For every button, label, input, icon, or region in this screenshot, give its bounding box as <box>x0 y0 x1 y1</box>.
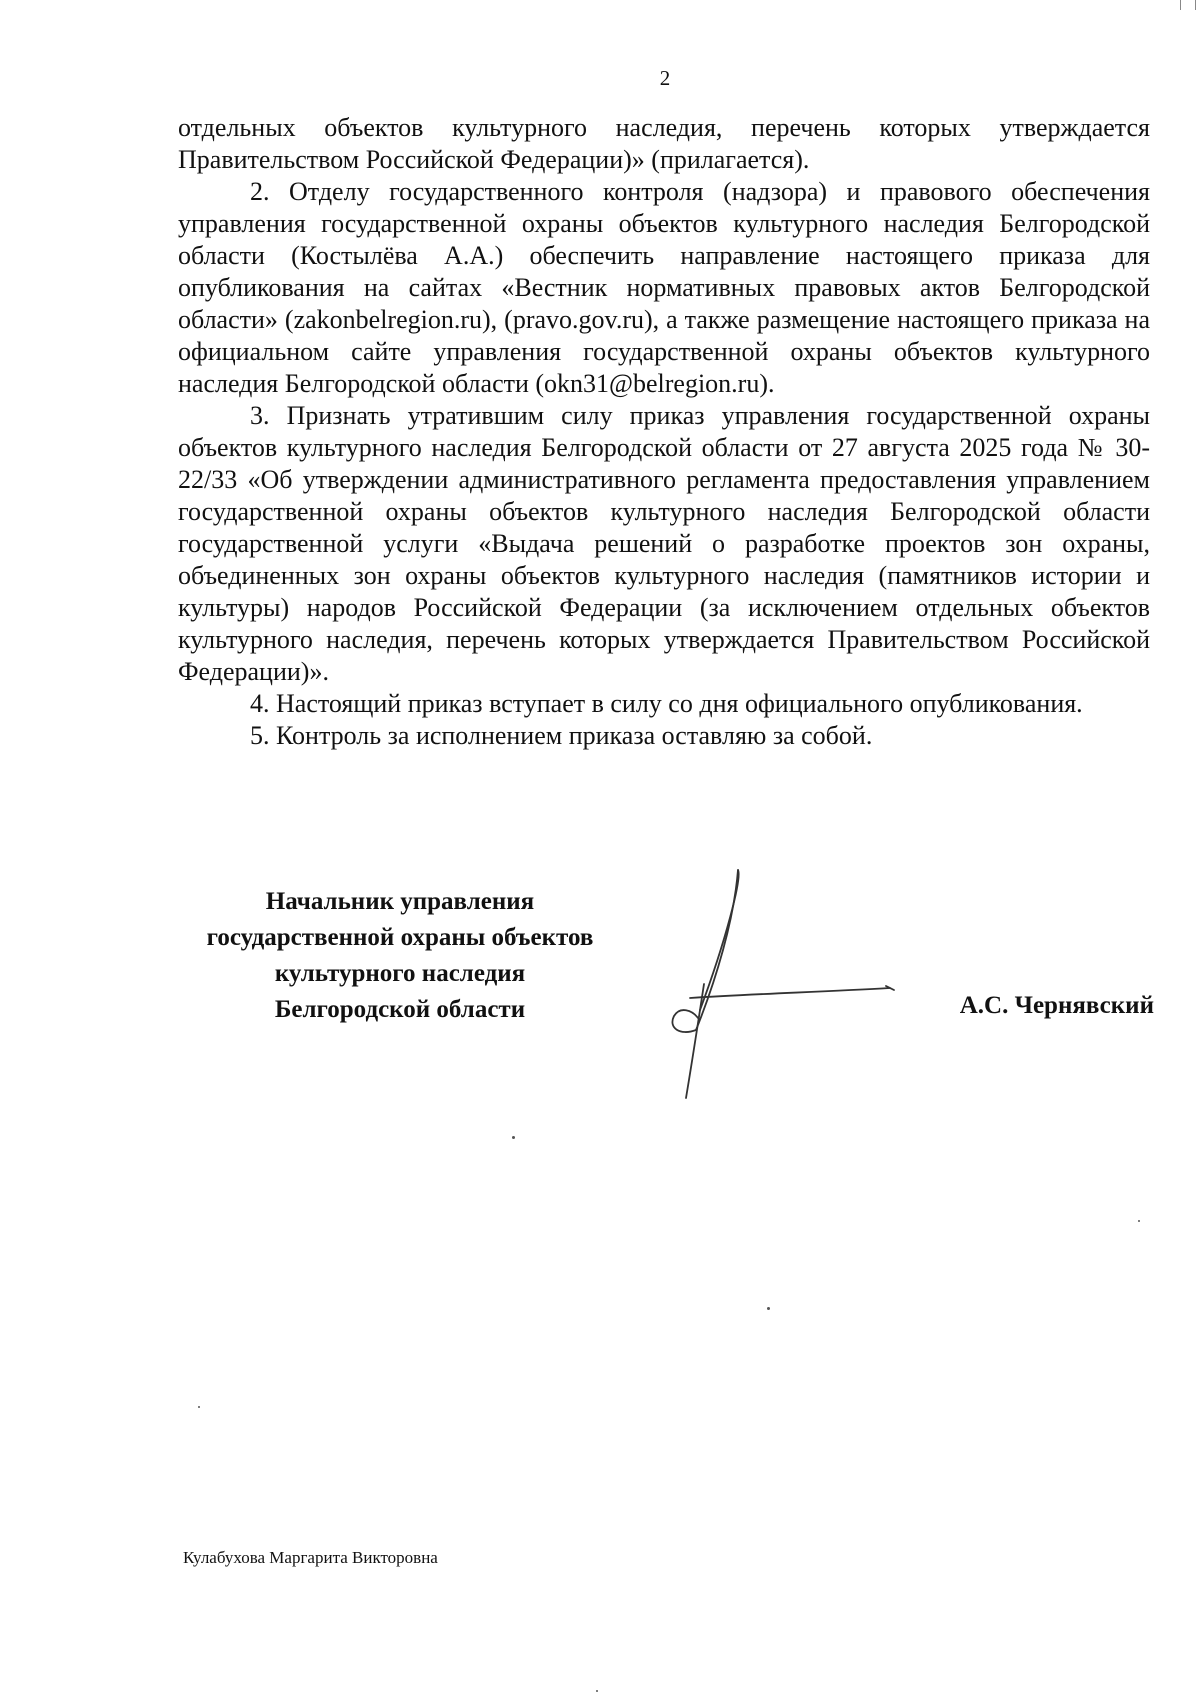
position-line: государственной охраны объектов <box>206 924 594 951</box>
executor-name: Кулабухова Маргарита Викторовна <box>183 1548 438 1567</box>
paragraph-item-3: 3. Признать утратившим силу приказ управления государственной охраны объектов культурного наследия Белгородской области от 27 августа 2025 года № 30-22/33 «Об утверждении административного регламента предоставления управлением государственной охраны объектов культурного наследия Белгородской области государственной услуги «Выдача решений о разработке проектов зон охраны, объединенных зон охраны объектов культурного наследия (памятников истории и культуры) народов Российской Федерации (за исключением отдельных объектов культурного наследия, перечень которых утверждается Правительством Российской Федерации)». <box>178 401 1150 686</box>
scan-edge-mark <box>1180 0 1196 10</box>
position-line: культурного наследия <box>274 960 526 987</box>
paragraph-item-4: 4. Настоящий приказ вступает в силу со дня официального опубликования. <box>250 689 1083 718</box>
position-line: Белгородской области <box>274 996 526 1023</box>
page-number: 2 <box>659 66 671 90</box>
paragraph-item-2: 2. Отделу государственного контроля (надзора) и правового обеспечения управления государственной охраны объектов культурного наследия Белгородской области (Костылёва А.А.) обеспечить направление настоящего приказа для опубликования на сайтах «Вестник нормативных правовых актов Белгородской области» (zakonbelregion.ru), (pravo.gov.ru), а также размещение настоящего приказа на официальном сайте управления государственной охраны объектов культурного наследия Белгородской области (okn31@belregion.ru). <box>178 177 1150 398</box>
scan-speck <box>1138 1220 1140 1222</box>
position-line: Начальник управления <box>265 888 535 915</box>
paragraph-continuation: отдельных объектов культурного наследия, перечень которых утверждается Правительством Российской Федерации)» (прилагается). <box>178 113 1150 174</box>
scan-speck <box>198 1406 200 1408</box>
handwritten-signature <box>650 860 910 1110</box>
signer-name: А.С. Чернявский <box>959 992 1154 1019</box>
scan-speck <box>767 1307 770 1310</box>
signatory-position <box>180 884 620 1028</box>
paragraph-item-5: 5. Контроль за исполнением приказа оставляю за собой. <box>250 721 873 750</box>
document-body <box>178 112 1150 752</box>
scan-speck <box>596 1690 598 1692</box>
scan-speck <box>512 1136 515 1139</box>
